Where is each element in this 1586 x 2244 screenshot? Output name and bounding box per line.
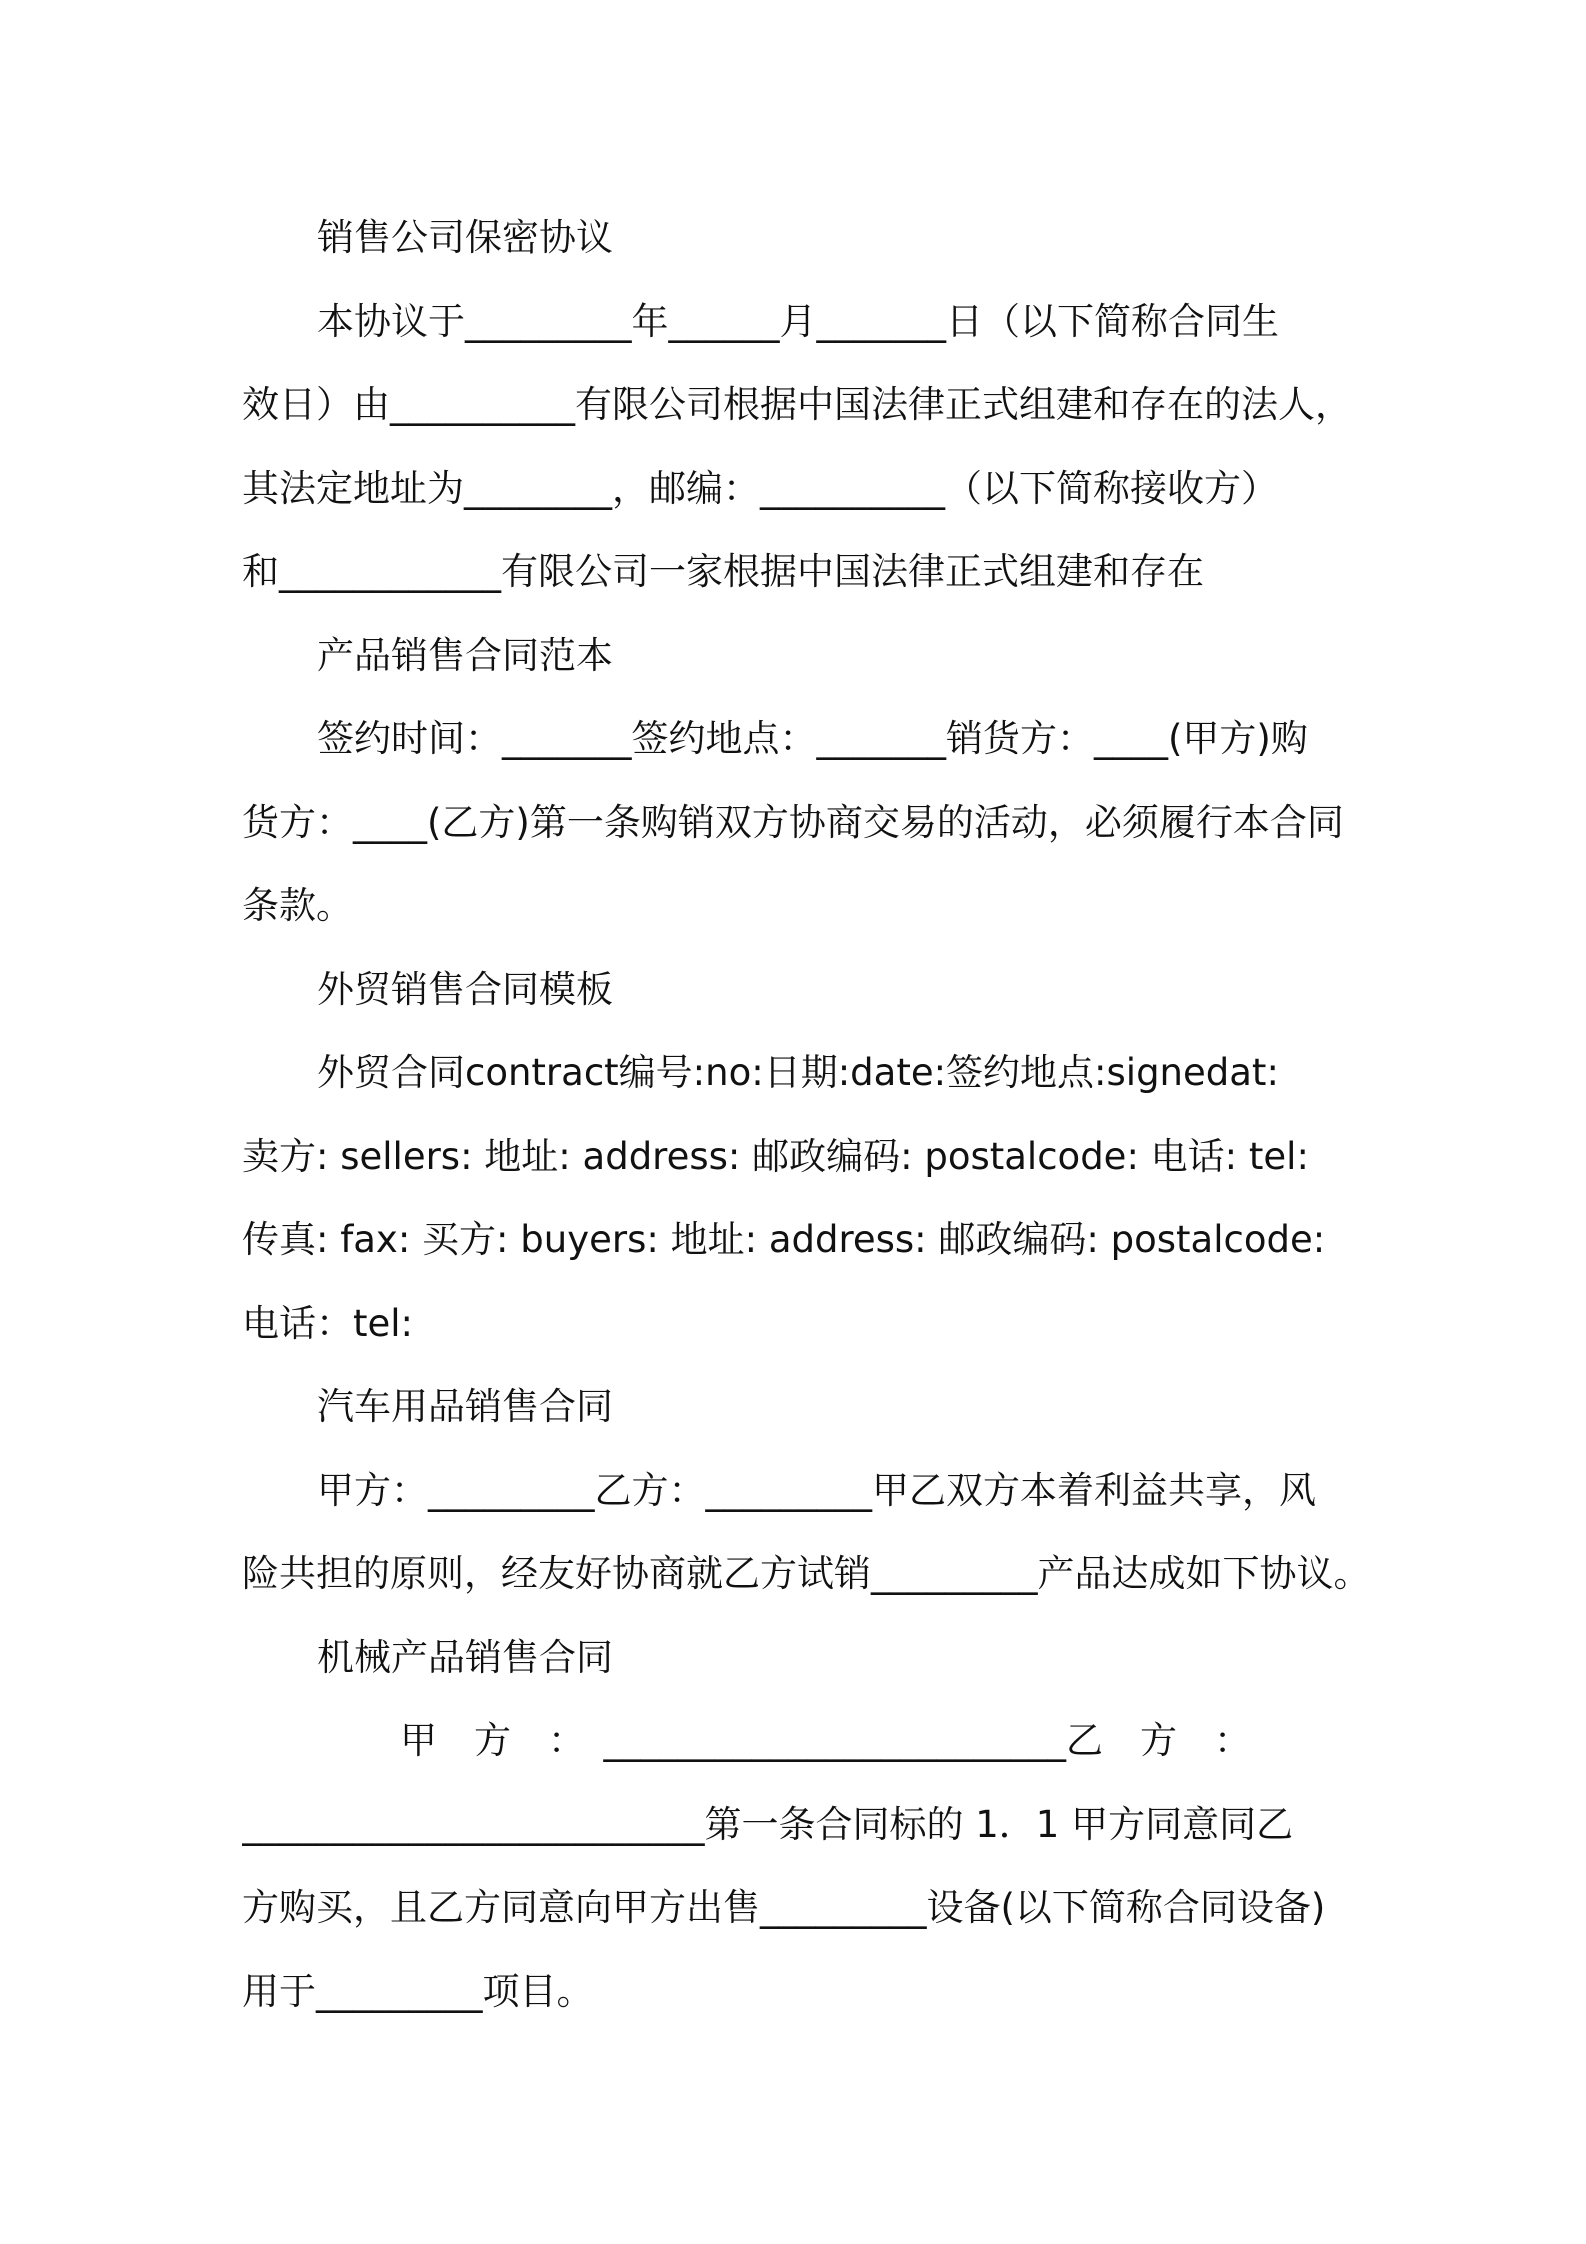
paragraph-line: 险共担的原则，经友好协商就乙方试销_________产品达成如下协议。 xyxy=(242,1552,1371,1595)
paragraph-line: 方购买，且乙方同意向甲方出售_________设备(以下简称合同设备) xyxy=(242,1886,1326,1929)
paragraph-line: 传真: fax: 买方: buyers: 地址: address: 邮政编码: postalcode: xyxy=(242,1218,1326,1261)
paragraph-line: 甲方：_________乙方：_________甲乙双方本着利益共享，风 xyxy=(317,1468,1316,1512)
document-page xyxy=(242,196,1374,2033)
paragraph-line: 卖方: sellers: 地址: address: 邮政编码: postalcode: 电话: tel: xyxy=(242,1134,1309,1178)
section-title: 外贸销售合同模板 xyxy=(317,967,613,1011)
paragraph-line: 电话：tel: xyxy=(242,1301,414,1345)
paragraph-line: _________________________第一条合同标的 1．1 甲方同意同乙 xyxy=(242,1802,1294,1846)
paragraph-line: 效日）由__________有限公司根据中国法律正式组建和存在的法人， xyxy=(242,383,1352,426)
section-title: 产品销售合同范本 xyxy=(317,633,613,677)
paragraph-line: 货方：____(乙方)第一条购销双方协商交易的活动，必须履行本合同 xyxy=(242,800,1344,844)
section-title: 销售公司保密协议 xyxy=(317,216,613,259)
section-title: 汽车用品销售合同 xyxy=(317,1385,613,1428)
section-title: 机械产品销售合同 xyxy=(317,1635,613,1679)
paragraph-line: 签约时间：_______签约地点：_______销货方：____(甲方)购 xyxy=(317,717,1308,760)
paragraph-line: 外贸合同contract编号:no:日期:date:签约地点:signedat: xyxy=(317,1051,1279,1094)
paragraph-line: 用于_________项目。 xyxy=(242,1969,594,2013)
paragraph-line: 甲 方 ： _________________________乙 方 ： xyxy=(400,1719,1251,1762)
paragraph-line: 本协议于_________年______月_______日（以下简称合同生 xyxy=(317,299,1279,343)
paragraph-line: 和____________有限公司一家根据中国法律正式组建和存在 xyxy=(242,550,1204,593)
paragraph-line: 其法定地址为________，邮编：__________（以下简称接收方） xyxy=(242,466,1278,510)
paragraph-line: 条款。 xyxy=(242,884,353,927)
